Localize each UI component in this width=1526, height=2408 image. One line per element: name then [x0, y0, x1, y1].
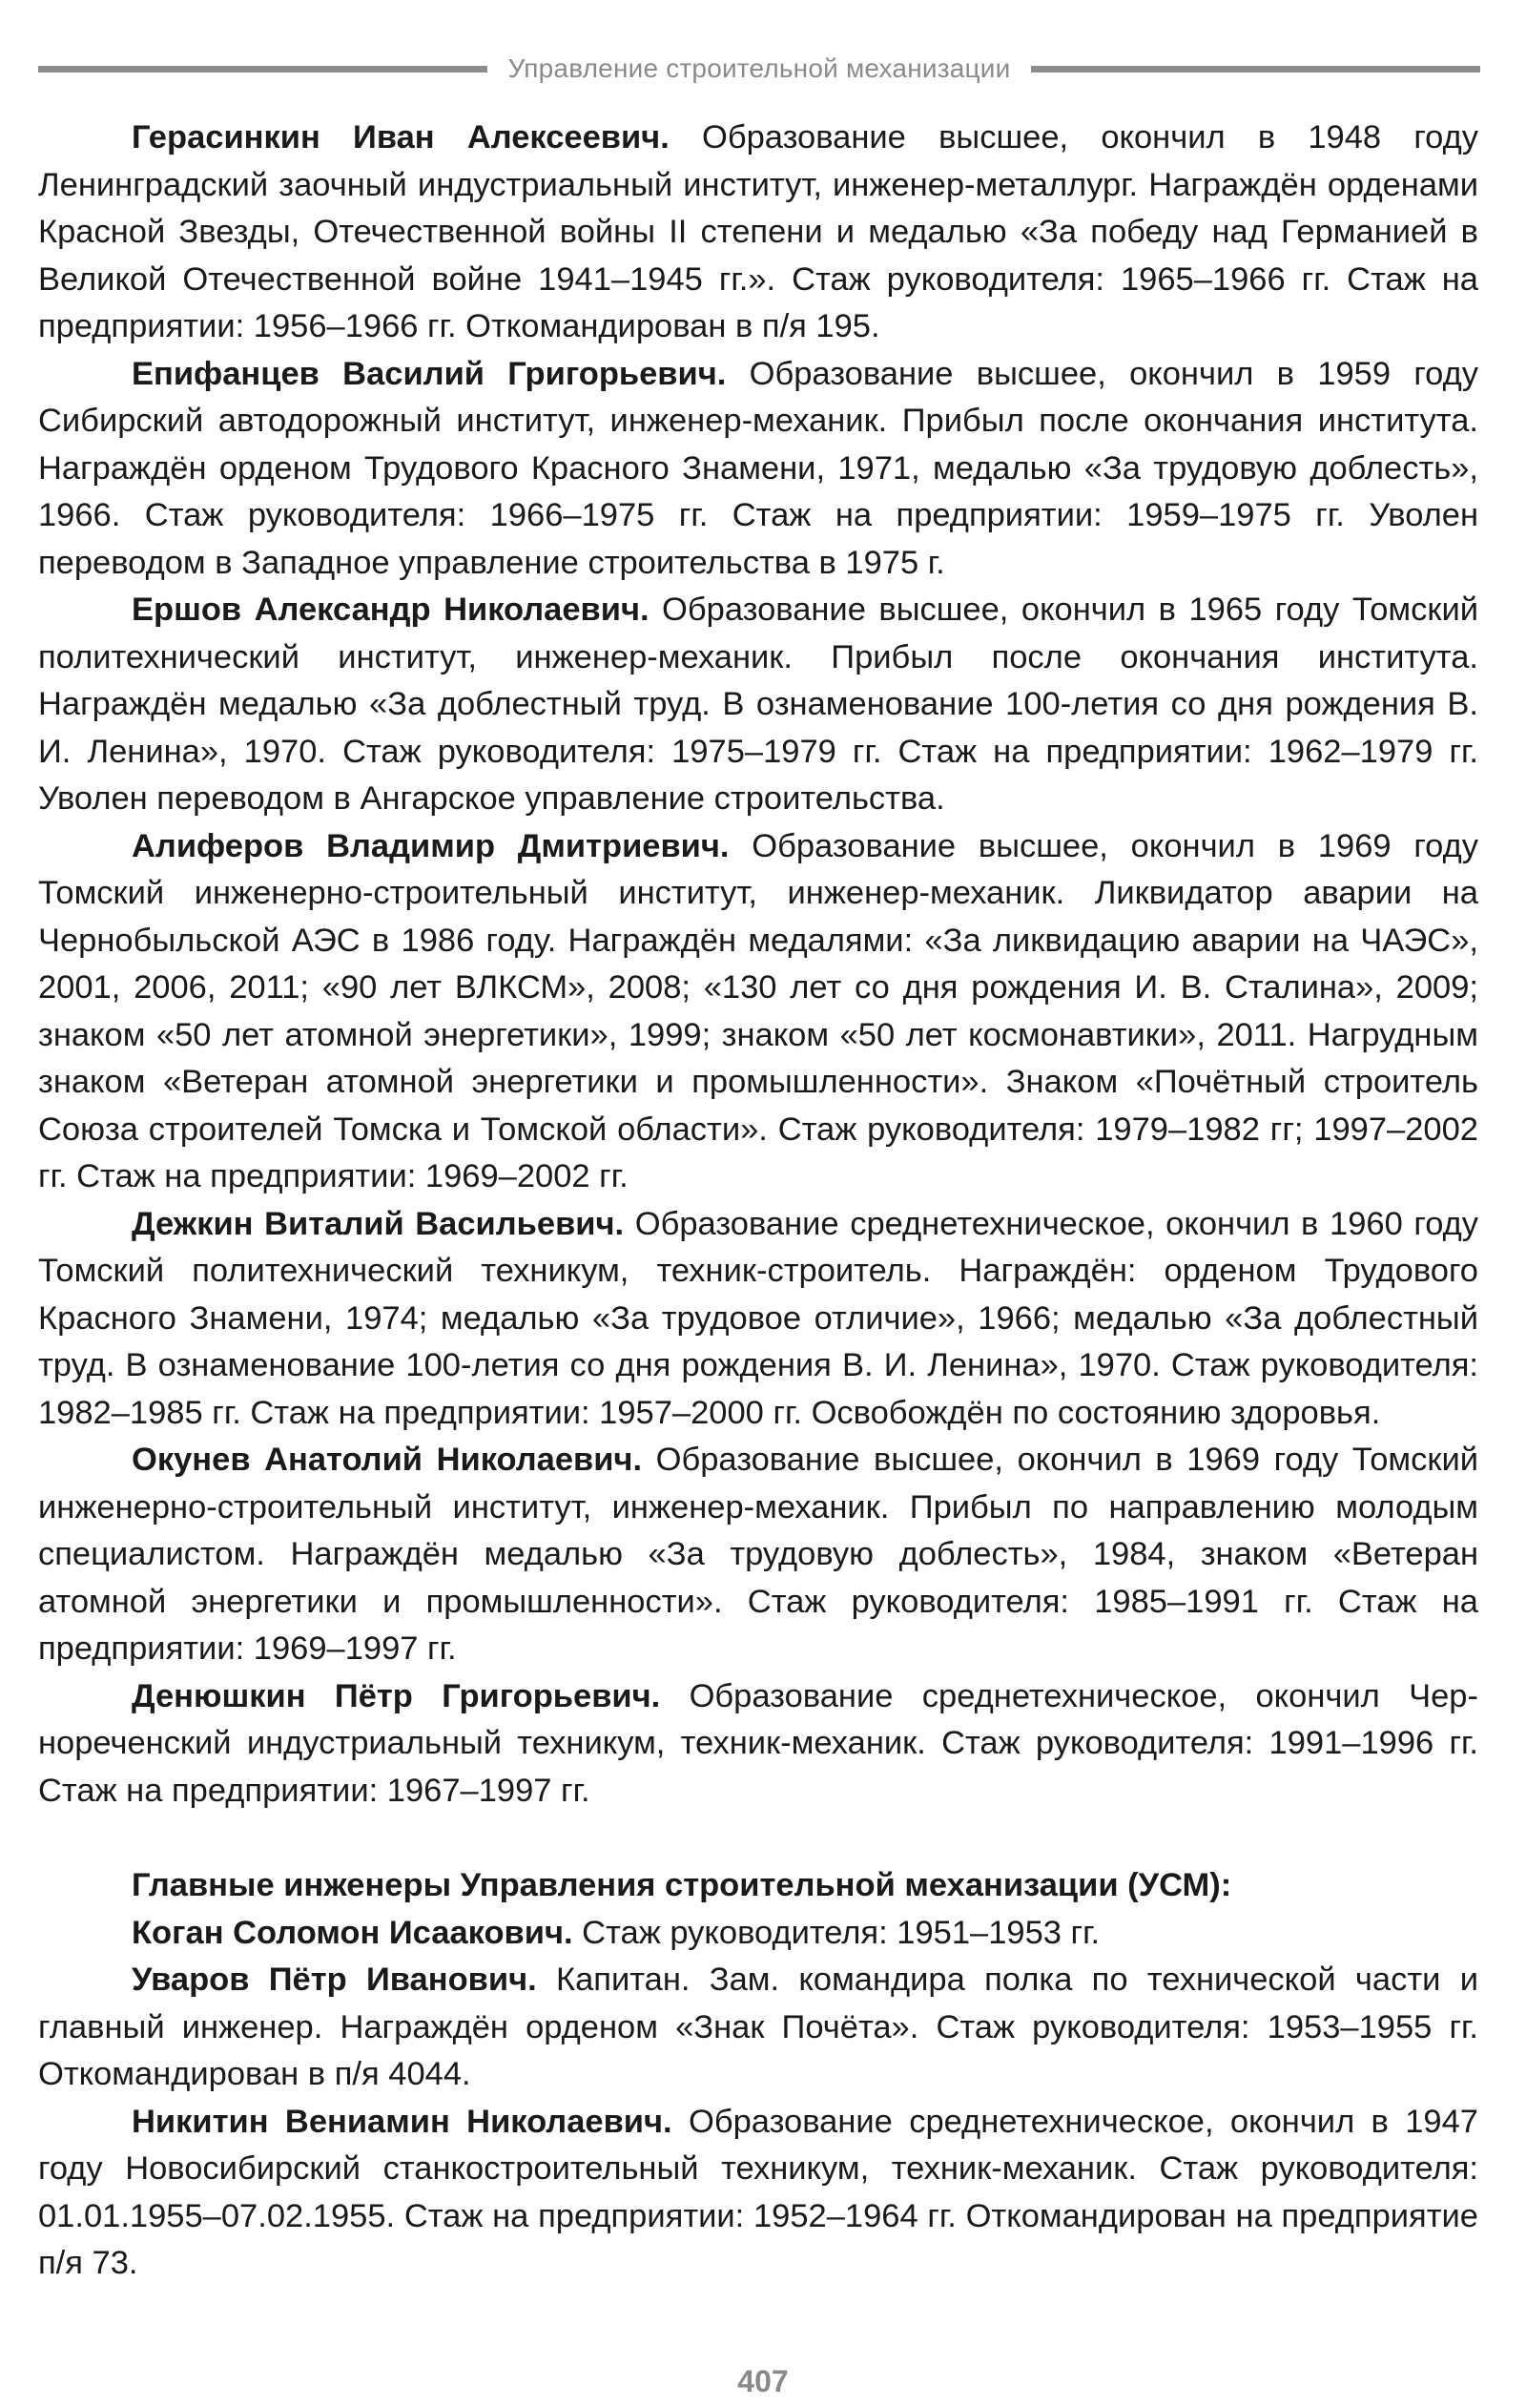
bio-name: Дежкин Виталий Васильевич. — [132, 1205, 625, 1242]
bio-entry — [38, 1201, 1478, 1438]
header-rule-left — [38, 66, 487, 73]
bio-name: Алиферов Владимир Дмитриевич. — [132, 827, 730, 864]
bio-name: Денюшкин Пётр Григорьевич. — [132, 1677, 661, 1714]
bio-entry — [38, 351, 1478, 588]
header-title: Управление строительной механизации — [507, 53, 1011, 83]
engineer-name: Никитин Вениамин Николаевич. — [132, 2103, 672, 2140]
header-rule-right — [1031, 66, 1480, 73]
engineer-name: Коган Соломон Исаакович. — [132, 1914, 573, 1951]
bio-name: Ершов Александр Николаевич. — [132, 592, 650, 628]
bio-text: Образование высшее, окончил в 1965 году Томский политехнический институт, инженер-механик. Прибыл после окончания института. Награждён медалью «За доблестный труд. В ознаменование 100-летия со дня рождения В. И. Ленина», 1970. Стаж руководителя: 1975–1979 гг. Стаж на предприятии: 1962–1979 гг. Уволен переводом в Ангарское управление строительства. — [38, 592, 1478, 817]
bio-text: Образование высшее, окончил в 1948 году Ленинградский заочный индустриальный институт, инженер-металлург. Награждён орденами Красной Звезды, Отечественной войны II степени и медалью «За победу над Германией в Великой Отечественной войне 1941–1945 гг.». Стаж руководителя: 1965–1966 гг. Стаж на предприятии: 1956–1966 гг. Откомандирован в п/я 195. — [38, 119, 1478, 344]
bio-text: Образование высшее, окончил в 1969 году Томский инженерно-строительный институт, инженер-механик. Ликвидатор аварии на Чернобыльской АЭС в 1986 году. Награждён медалями: «За ликвидацию аварии на ЧАЭС», 2001, 2006, 2011; «90 лет ВЛКСМ», 2008; «130 лет со дня рождения И. В. Сталина», 2009; знаком «50 лет атомной энергетики», 1999; знаком «50 лет космонавтики», 2011. Нагрудным знаком «Ветеран атомной энергетики и промышленности». Знаком «Почётный строитель Союза строителей Томска и Томской области». Стаж руководителя: 1979–1982 гг; 1997–2002 гг. Стаж на предприятии: 1969–2002 гг. — [38, 827, 1478, 1194]
bio-entry — [38, 587, 1478, 823]
engineer-entry — [38, 1957, 1478, 2099]
bio-entry — [38, 1673, 1478, 1816]
bio-entry — [38, 823, 1478, 1201]
engineer-text: Образование среднетехническое, окончил в 1947 году Новосибирский станкостроительный техникум, техник-механик. Стаж руководителя: 01.01.1955–07.02.1955. Стаж на предприятии: 1952–1964 гг. Откомандирован на предприятие п/я 73. — [38, 2103, 1478, 2281]
bio-name: Герасинкин Иван Алексеевич. — [132, 119, 670, 156]
running-header — [38, 40, 1480, 97]
engineer-entry — [38, 2099, 1478, 2288]
bio-entry — [38, 1437, 1478, 1673]
bio-text: Образование среднетехническое, окончил в 1960 году Томский политехнический техникум, техник-строитель. Награждён: орденом Трудового Красного Знамени, 1974; медалью «За трудовое отличие», 1966; медалью «За доблестный труд. В ознаменование 100-летия со дня рождения В. И. Ленина», 1970. Стаж руководителя: 1982–1985 гг. Стаж на предприятии: 1957–2000 гг. Освобождён по состоянию здоровья. — [38, 1205, 1478, 1431]
bio-name: Окунев Анатолий Николаевич. — [132, 1442, 643, 1478]
page-number: 407 — [737, 2364, 789, 2398]
engineer-text: Капитан. Зам. командира полка по технической части и главный инженер. Награждён орденом «Знак Почёта». Стаж руководителя: 1953–1955 гг. Откомандирован в п/я 4044. — [38, 1962, 1478, 2092]
bio-name: Епифанцев Василий Григорьевич. — [132, 355, 727, 392]
bio-text: Образование высшее, окончил в 1959 году Сибирский автодорожный институт, инженер-механик. Прибыл после окончания института. Награждён орденом Трудового Красного Знамени, 1971, медалью «За трудовую доблесть», 1966. Стаж руководителя: 1966–1975 гг. Стаж на предприятии: 1959–1975 гг. Уволен переводом в Западное управление строительства в 1975 г. — [38, 355, 1478, 581]
page-body — [38, 114, 1478, 2288]
bio-text: Образование среднетехническое, окончил Чернореченский индустриальный техникум, техник-механик. Стаж руководителя: 1991–1996 гг. Стаж на предприятии: 1967–1997 гг. — [38, 1677, 1478, 1809]
engineer-entry — [38, 1910, 1478, 1958]
engineer-text: Стаж руководителя: 1951–1953 гг. — [572, 1914, 1101, 1951]
bio-text: Образование высшее, окончил в 1969 году Томский инженерно-строительный институт, инженер-механик. Прибыл по направлению молодым специалистом. Награждён медалью «За трудовую доблесть», 1984, знаком «Ветеран атомной энергетики и промышленности». Стаж руководителя: 1985–1991 гг. Стаж на предприятии: 1969–1997 гг. — [38, 1442, 1478, 1667]
bio-entry — [38, 114, 1478, 351]
section-title: Главные инженеры Управления строительной механизации (УСМ): — [132, 1867, 1232, 1903]
engineer-name: Уваров Пётр Иванович. — [132, 1962, 537, 1998]
